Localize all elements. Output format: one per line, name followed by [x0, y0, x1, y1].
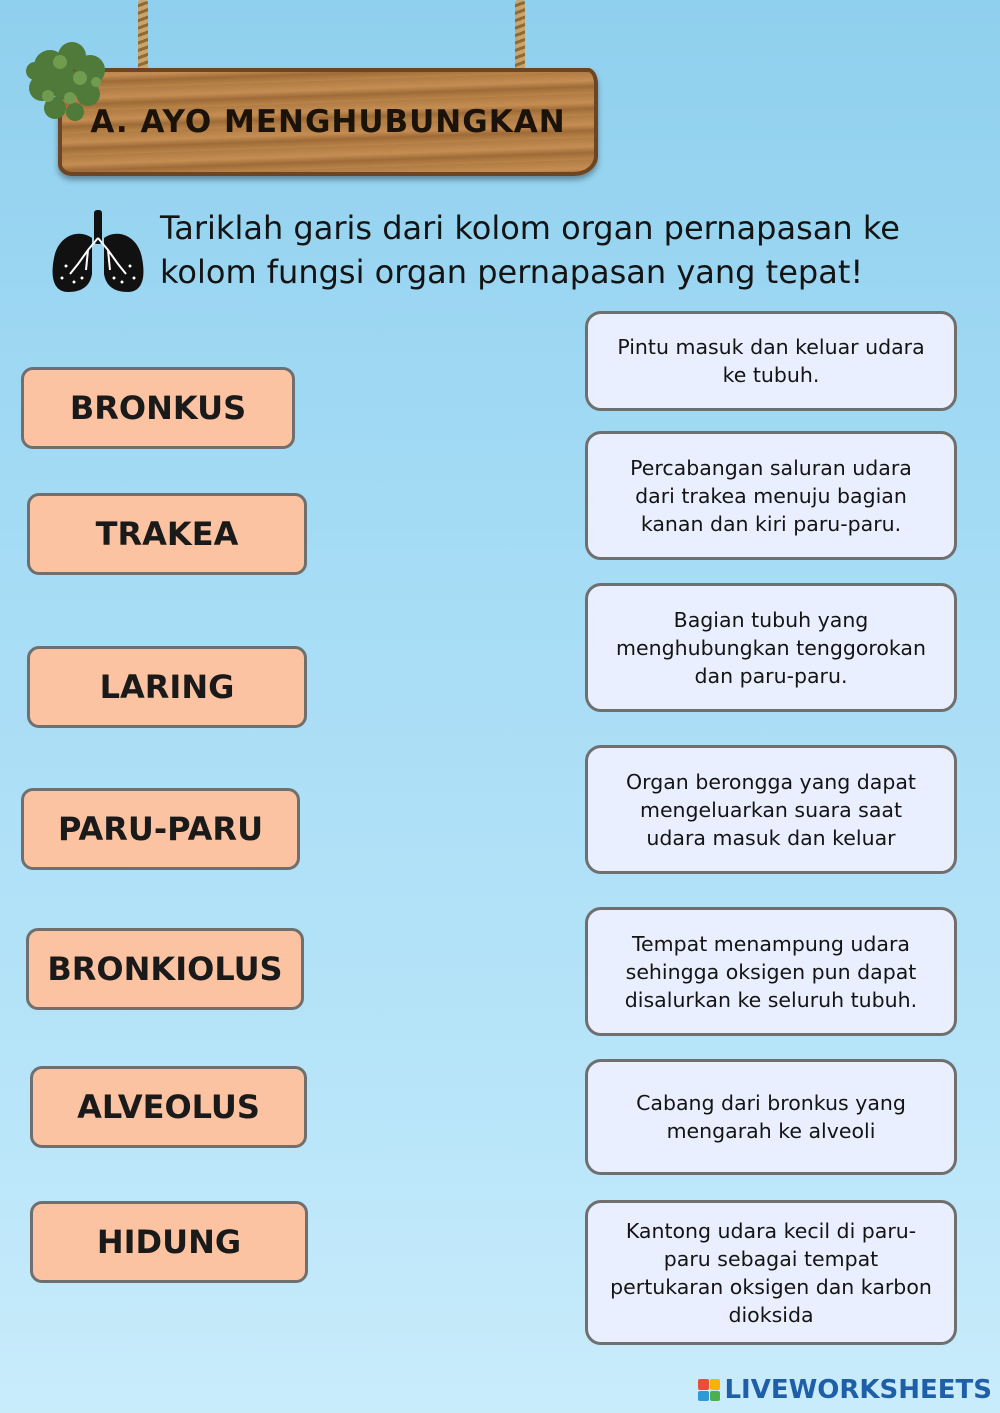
lungs-icon	[48, 208, 148, 296]
function-item-4[interactable]: Organ berongga yang dapat mengeluarkan suara saat udara masuk dan keluar	[585, 745, 957, 874]
function-item-1[interactable]: Pintu masuk dan keluar udara ke tubuh.	[585, 311, 957, 411]
instruction-text	[160, 206, 960, 294]
instruction-line-1: Tariklah garis dari kolom organ pernapasan ke	[160, 209, 900, 247]
organ-item-laring[interactable]: LARING	[27, 646, 307, 728]
brand-text: LIVEWORKSHEETS	[724, 1375, 992, 1405]
organ-item-hidung[interactable]: HIDUNG	[30, 1201, 308, 1283]
function-item-3[interactable]: Bagian tubuh yang menghubungkan tenggorokan dan paru-paru.	[585, 583, 957, 712]
function-item-5[interactable]: Tempat menampung udara sehingga oksigen pun dapat disalurkan ke seluruh tubuh.	[585, 907, 957, 1036]
organ-item-bronkus[interactable]: BRONKUS	[21, 367, 295, 449]
organ-item-bronkiolus[interactable]: BRONKIOLUS	[26, 928, 304, 1010]
sign-title: A. AYO MENGHUBUNGKAN	[90, 104, 566, 140]
function-item-6[interactable]: Cabang dari bronkus yang mengarah ke alveoli	[585, 1059, 957, 1175]
function-item-7[interactable]: Kantong udara kecil di paru-paru sebagai tempat pertukaran oksigen dan karbon dioksida	[585, 1200, 957, 1345]
organ-item-paru-paru[interactable]: PARU-PARU	[21, 788, 300, 870]
organ-item-trakea[interactable]: TRAKEA	[27, 493, 307, 575]
function-item-2[interactable]: Percabangan saluran udara dari trakea menuju bagian kanan dan kiri paru-paru.	[585, 431, 957, 560]
header-sign	[20, 0, 620, 200]
liveworksheets-brand[interactable]	[698, 1375, 992, 1405]
organ-item-alveolus[interactable]: ALVEOLUS	[30, 1066, 307, 1148]
instruction-line-2: kolom fungsi organ pernapasan yang tepat!	[160, 253, 864, 291]
liveworksheets-logo-icon	[698, 1379, 720, 1401]
